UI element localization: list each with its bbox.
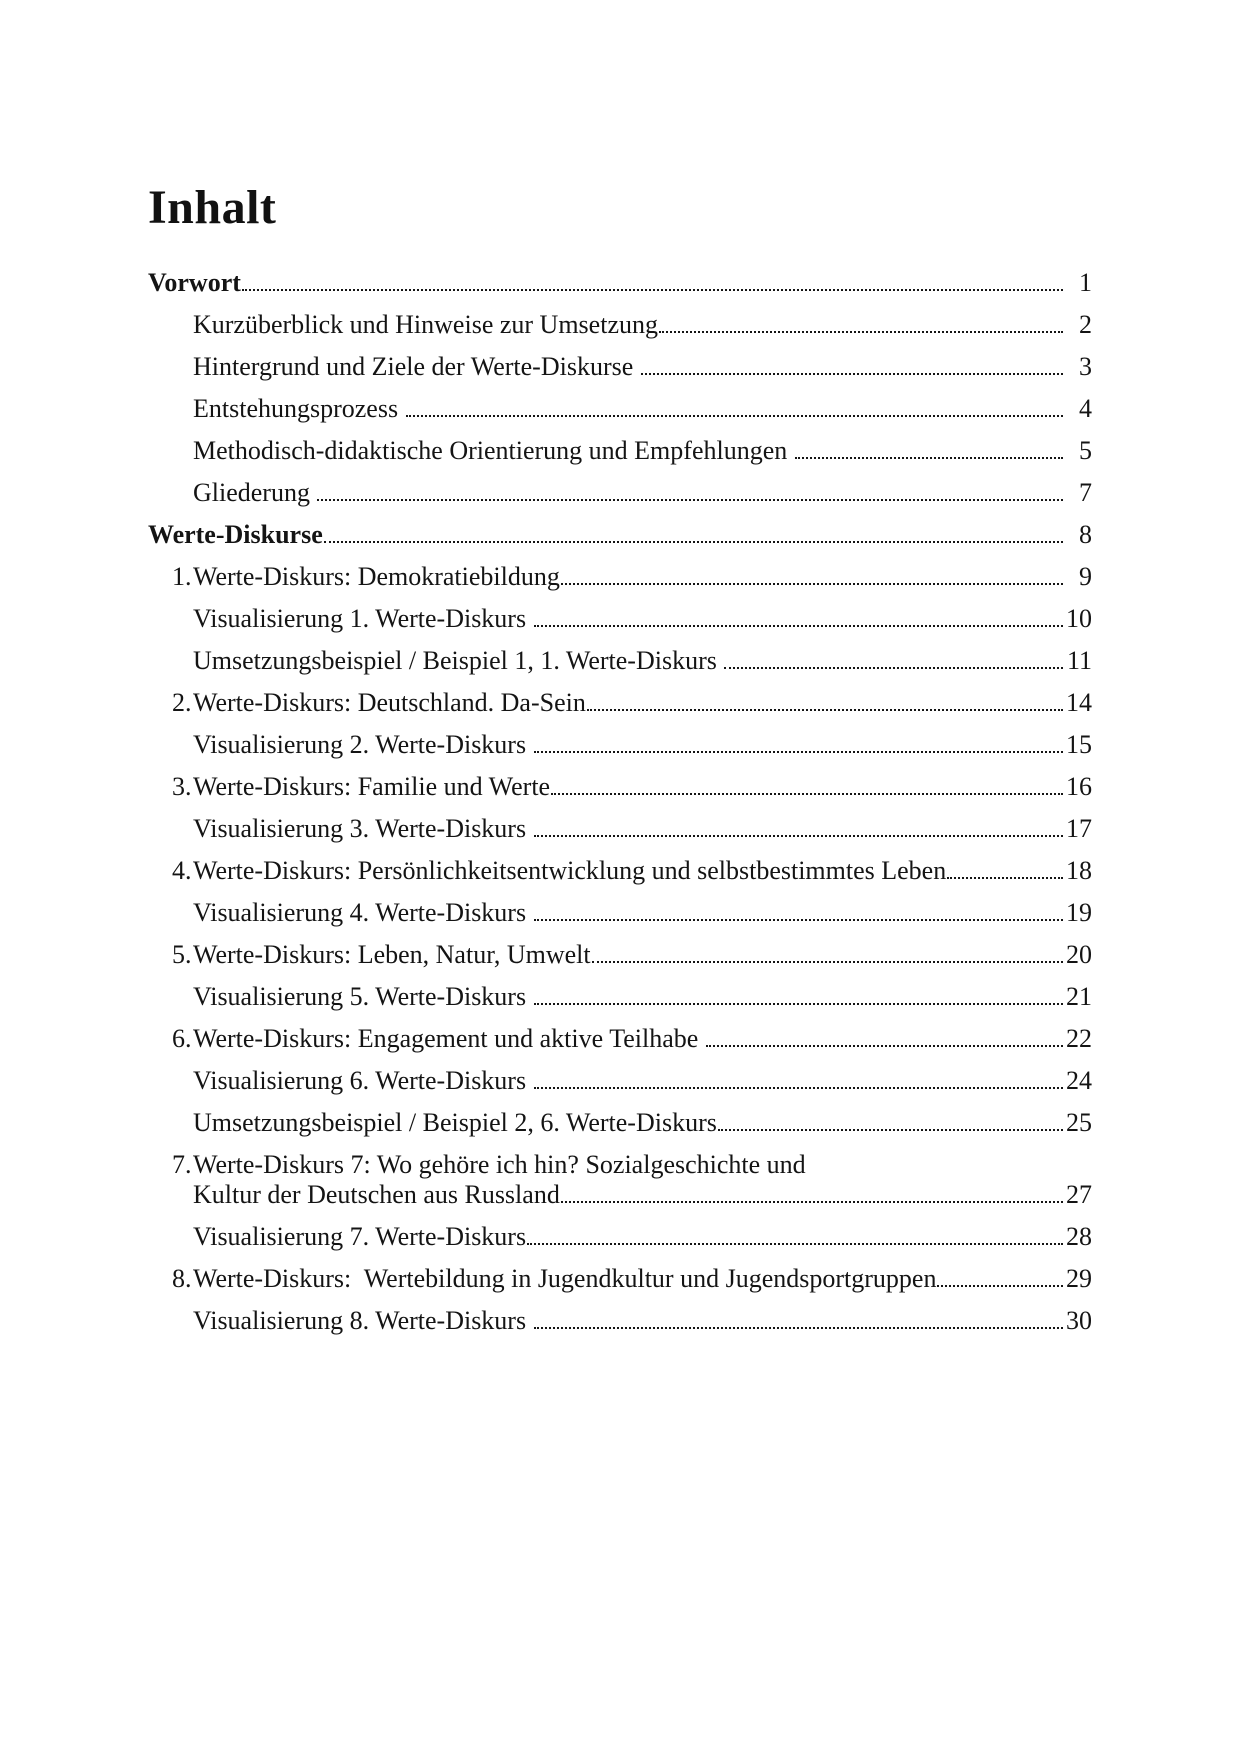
toc-entry bbox=[148, 520, 1092, 550]
page-number: 14 bbox=[1066, 688, 1092, 717]
entry-label: Visualisierung 4. Werte-Diskurs bbox=[193, 898, 533, 927]
entry-number: 2. bbox=[172, 688, 192, 717]
dot-leader bbox=[534, 1087, 1063, 1089]
toc-entry-line bbox=[148, 1108, 1092, 1138]
toc-entry-line bbox=[148, 310, 1092, 340]
entry-number: 5. bbox=[172, 940, 192, 969]
toc-entry bbox=[148, 856, 1092, 886]
toc-entry-line bbox=[148, 730, 1092, 760]
dot-leader bbox=[534, 625, 1063, 627]
toc-entry bbox=[148, 1222, 1092, 1252]
toc-entry bbox=[148, 772, 1092, 802]
dot-leader bbox=[317, 499, 1063, 501]
entry-label: Werte-Diskurs: Familie und Werte bbox=[193, 772, 551, 801]
entry-label: Gliederung bbox=[193, 478, 317, 507]
entry-label: Visualisierung 3. Werte-Diskurs bbox=[193, 814, 533, 843]
entry-number: 8. bbox=[172, 1264, 192, 1293]
dot-leader bbox=[324, 541, 1063, 543]
toc-entry-line bbox=[148, 814, 1092, 844]
toc-entry-line bbox=[148, 562, 1092, 592]
toc-entry-line bbox=[148, 478, 1092, 508]
entry-label: Werte-Diskurs: Persönlichkeitsentwicklung und selbstbestimmtes Leben bbox=[193, 856, 947, 885]
dot-leader bbox=[534, 919, 1063, 921]
toc-entry bbox=[148, 898, 1092, 928]
dot-leader bbox=[534, 751, 1063, 753]
dot-leader bbox=[592, 961, 1063, 963]
toc-entry bbox=[148, 310, 1092, 340]
page-number: 19 bbox=[1066, 898, 1092, 927]
toc-entry-line bbox=[148, 772, 1092, 802]
dot-leader bbox=[724, 667, 1063, 669]
page-number: 22 bbox=[1066, 1024, 1092, 1053]
toc-entry-line bbox=[148, 268, 1092, 298]
dot-leader bbox=[406, 415, 1063, 417]
entry-label: Methodisch-didaktische Orientierung und Empfehlungen bbox=[193, 436, 794, 465]
toc-entry bbox=[148, 1024, 1092, 1054]
entry-label-continuation: Kultur der Deutschen aus Russland bbox=[193, 1180, 560, 1209]
toc-entry bbox=[148, 562, 1092, 592]
entry-label: Werte-Diskurs: Leben, Natur, Umwelt bbox=[193, 940, 591, 969]
page-number: 11 bbox=[1066, 646, 1092, 675]
toc-entry-line bbox=[148, 436, 1092, 466]
toc-entry bbox=[148, 982, 1092, 1012]
toc-entry-line bbox=[148, 940, 1092, 970]
page-number: 18 bbox=[1066, 856, 1092, 885]
entry-label: Vorwort bbox=[148, 268, 241, 297]
page-number: 2 bbox=[1079, 310, 1092, 339]
entry-label: Visualisierung 5. Werte-Diskurs bbox=[193, 982, 533, 1011]
page-number: 10 bbox=[1066, 604, 1092, 633]
toc-entry bbox=[148, 730, 1092, 760]
entry-label: Werte-Diskurs: Wertebildung in Jugendkultur und Jugendsportgruppen bbox=[193, 1264, 937, 1293]
toc-entry-line bbox=[148, 646, 1092, 676]
page-number: 9 bbox=[1079, 562, 1092, 591]
dot-leader bbox=[718, 1129, 1063, 1131]
toc-entry bbox=[148, 1306, 1092, 1336]
toc-entry bbox=[148, 1150, 1092, 1210]
toc-entry-line bbox=[148, 856, 1092, 886]
entry-label: Visualisierung 7. Werte-Diskurs bbox=[193, 1222, 527, 1251]
page-title: Inhalt bbox=[148, 181, 277, 234]
entry-label: Werte-Diskurs: Deutschland. Da-Sein bbox=[193, 688, 586, 717]
toc-entry-line bbox=[148, 394, 1092, 424]
page-number: 7 bbox=[1079, 478, 1092, 507]
dot-leader bbox=[659, 331, 1063, 333]
entry-label: Hintergrund und Ziele der Werte-Diskurse bbox=[193, 352, 640, 381]
toc-entry bbox=[148, 646, 1092, 676]
toc-entry bbox=[148, 394, 1092, 424]
dot-leader bbox=[534, 835, 1063, 837]
entry-label: Kurzüberblick und Hinweise zur Umsetzung bbox=[193, 310, 658, 339]
toc-entry-line bbox=[148, 982, 1092, 1012]
entry-label: Visualisierung 6. Werte-Diskurs bbox=[193, 1066, 533, 1095]
toc-entry bbox=[148, 478, 1092, 508]
toc-entry-line bbox=[148, 604, 1092, 634]
dot-leader bbox=[561, 583, 1063, 585]
entry-number: 4. bbox=[172, 856, 192, 885]
dot-leader bbox=[551, 793, 1063, 795]
toc-entry-line bbox=[148, 1306, 1092, 1336]
toc-entry bbox=[148, 268, 1092, 298]
toc-entry bbox=[148, 352, 1092, 382]
toc-entry-line-continuation bbox=[148, 1180, 1092, 1210]
entry-number: 3. bbox=[172, 772, 192, 801]
toc-entry bbox=[148, 436, 1092, 466]
entry-label: Werte-Diskurs 7: Wo gehöre ich hin? Sozialgeschichte und bbox=[193, 1150, 806, 1179]
toc-entry-line bbox=[148, 1150, 1092, 1180]
toc-entry bbox=[148, 940, 1092, 970]
dot-leader bbox=[947, 877, 1063, 879]
toc-entry-line bbox=[148, 352, 1092, 382]
toc-entry-line bbox=[148, 898, 1092, 928]
entry-number: 1. bbox=[172, 562, 192, 591]
page-number: 24 bbox=[1066, 1066, 1092, 1095]
table-of-contents bbox=[148, 268, 1092, 1348]
toc-entry-line bbox=[148, 1264, 1092, 1294]
toc-entry bbox=[148, 1108, 1092, 1138]
toc-entry-line bbox=[148, 1024, 1092, 1054]
entry-label: Visualisierung 1. Werte-Diskurs bbox=[193, 604, 533, 633]
page-number: 4 bbox=[1079, 394, 1092, 423]
page-number: 20 bbox=[1066, 940, 1092, 969]
entry-label: Entstehungsprozess bbox=[193, 394, 405, 423]
toc-entry-line bbox=[148, 520, 1092, 550]
entry-label: Werte-Diskurs: Engagement und aktive Teilhabe bbox=[193, 1024, 705, 1053]
toc-entry bbox=[148, 688, 1092, 718]
page-number: 8 bbox=[1079, 520, 1092, 549]
toc-entry-line bbox=[148, 688, 1092, 718]
page-number: 29 bbox=[1066, 1264, 1092, 1293]
page-number: 1 bbox=[1079, 268, 1092, 297]
dot-leader bbox=[242, 289, 1063, 291]
dot-leader bbox=[937, 1285, 1063, 1287]
page-number: 16 bbox=[1066, 772, 1092, 801]
toc-entry bbox=[148, 1264, 1092, 1294]
page-number: 5 bbox=[1079, 436, 1092, 465]
toc-entry-line bbox=[148, 1066, 1092, 1096]
page-number: 27 bbox=[1066, 1180, 1092, 1209]
entry-number: 7. bbox=[172, 1150, 192, 1179]
dot-leader bbox=[706, 1045, 1063, 1047]
entry-label: Visualisierung 2. Werte-Diskurs bbox=[193, 730, 533, 759]
dot-leader bbox=[795, 457, 1063, 459]
page-number: 3 bbox=[1079, 352, 1092, 381]
entry-label: Umsetzungsbeispiel / Beispiel 2, 6. Werte-Diskurs bbox=[193, 1108, 717, 1137]
page-number: 15 bbox=[1066, 730, 1092, 759]
dot-leader bbox=[534, 1327, 1063, 1329]
page-number: 28 bbox=[1066, 1222, 1092, 1251]
toc-entry bbox=[148, 604, 1092, 634]
entry-label: Umsetzungsbeispiel / Beispiel 1, 1. Werte-Diskurs bbox=[193, 646, 724, 675]
dot-leader bbox=[641, 373, 1063, 375]
page-number: 30 bbox=[1066, 1306, 1092, 1335]
entry-label: Werte-Diskurs: Demokratiebildung bbox=[193, 562, 560, 591]
toc-entry-line bbox=[148, 1222, 1092, 1252]
toc-entry bbox=[148, 814, 1092, 844]
toc-entry bbox=[148, 1066, 1092, 1096]
entry-label: Visualisierung 8. Werte-Diskurs bbox=[193, 1306, 533, 1335]
dot-leader bbox=[587, 709, 1063, 711]
page-number: 17 bbox=[1066, 814, 1092, 843]
entry-number: 6. bbox=[172, 1024, 192, 1053]
dot-leader bbox=[561, 1201, 1063, 1203]
dot-leader bbox=[527, 1243, 1063, 1245]
page-number: 25 bbox=[1066, 1108, 1092, 1137]
page-number: 21 bbox=[1066, 982, 1092, 1011]
dot-leader bbox=[534, 1003, 1063, 1005]
entry-label: Werte-Diskurse bbox=[148, 520, 323, 549]
